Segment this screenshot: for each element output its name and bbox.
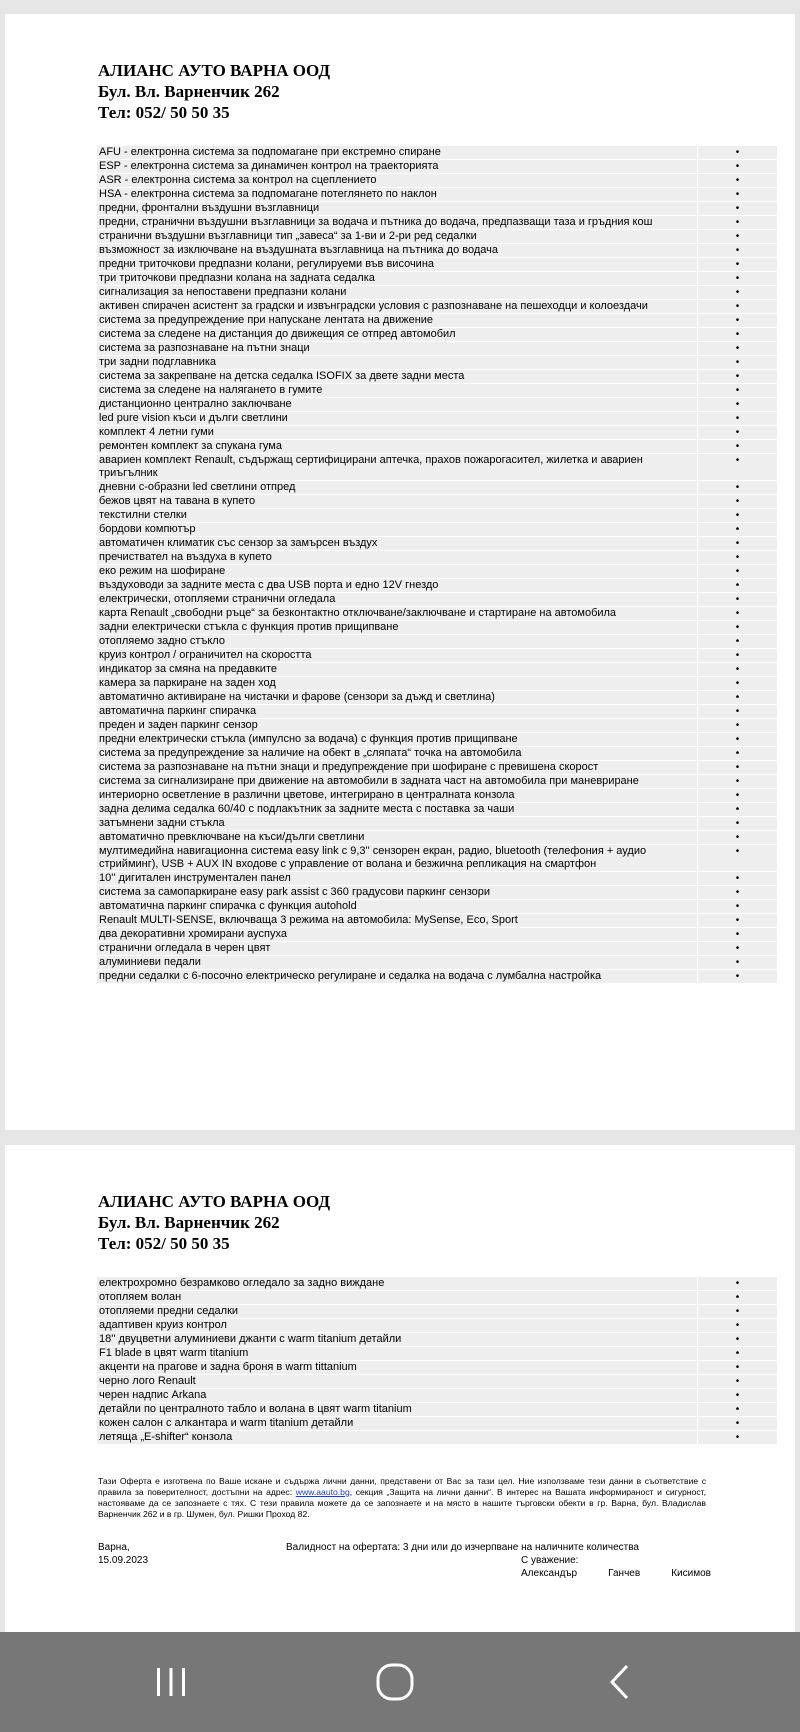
feature-description: мултимедийна навигационна система easy link с 9,3'' сензорен екран, радио, bluetooth (телефония + аудио стрийминг), USB + AUX IN входове с управление от волана и безжична репликация на смартфон [97,845,698,872]
back-icon [600,1662,640,1702]
feature-included-bullet: • [698,328,778,342]
feature-description: въздуховоди за задните места с два USB порта и едно 12V гнездо [97,579,698,593]
offer-validity: Валидност на офертата: 3 дни или до изчерпване на наличните количества [286,1542,639,1553]
feature-description: черен надпис Arkana [97,1389,698,1403]
disclaimer-text: Тази Оферта е изготвена по Ваше искане и съдържа лични данни, представени от Вас за тази цел. Ние използваме тези данни в съответствие с правила за поверителност, достъпни на адрес: [98,1476,706,1497]
feature-row [97,230,777,244]
feature-description: автоматична паркинг спирачка с функция autohold [97,900,698,914]
feature-description: система за предупреждение за наличие на обект в „сляпата“ точка на автомобила [97,747,698,761]
feature-description: AFU - електронна система за подпомагане при екстремно спиране [97,146,698,160]
features-table [97,146,777,984]
feature-description: интериорно осветление в различни цветове, интегрирано в централната конзола [97,789,698,803]
feature-included-bullet: • [698,356,778,370]
feature-description: затъмнени задни стъкла [97,817,698,831]
feature-row [97,719,777,733]
feature-included-bullet: • [698,216,778,230]
feature-description: предни, странични въздушни възглавници за водача и пътника до водача, предпазващи таза и гръдния кош [97,216,698,230]
feature-row [97,426,777,440]
features-table [97,1277,777,1445]
feature-row [97,942,777,956]
signer-first-name: Александър [521,1568,578,1579]
feature-description: автоматичен климатик със сензор за замърсен въздух [97,537,698,551]
feature-description: ESP - електронна система за динамичен контрол на траекторията [97,160,698,174]
feature-description: задни електрически стъкла с функция против прищипване [97,621,698,635]
feature-description: три задни подглавника [97,356,698,370]
feature-description: система за следене на налягането в гумите [97,384,698,398]
feature-row [97,956,777,970]
feature-included-bullet: • [698,956,778,970]
feature-included-bullet: • [698,1389,778,1403]
feature-included-bullet: • [698,691,778,705]
feature-included-bullet: • [698,202,778,216]
feature-row [97,537,777,551]
feature-row [97,705,777,719]
feature-included-bullet: • [698,817,778,831]
feature-description: система за сигнализиране при движение на автомобили в задната част на автомобила при маневриране [97,775,698,789]
feature-included-bullet: • [698,1361,778,1375]
feature-row [97,1277,777,1291]
feature-row [97,412,777,426]
company-name: АЛИАНС АУТО ВАРНА ООД [98,1192,331,1211]
home-button[interactable] [335,1632,455,1732]
feature-description: предни седалки с 6-посочно електрическо регулиране и седалка на водача с лумбална настройка [97,970,698,984]
feature-included-bullet: • [698,831,778,845]
feature-row [97,551,777,565]
feature-description: детайли по централното табло и волана в цвят warm titanium [97,1403,698,1417]
feature-included-bullet: • [698,677,778,691]
feature-row [97,649,777,663]
feature-description: автоматична паркинг спирачка [97,705,698,719]
feature-row [97,831,777,845]
feature-included-bullet: • [698,845,778,872]
feature-included-bullet: • [698,314,778,328]
feature-row [97,1417,777,1431]
feature-included-bullet: • [698,1417,778,1431]
feature-included-bullet: • [698,1277,778,1291]
feature-row [97,216,777,230]
feature-included-bullet: • [698,398,778,412]
feature-included-bullet: • [698,537,778,551]
feature-included-bullet: • [698,775,778,789]
feature-row [97,607,777,621]
feature-included-bullet: • [698,370,778,384]
city: Варна, [98,1542,130,1553]
feature-description: възможност за изключване на въздушната възглавница на пътника до водача [97,244,698,258]
feature-included-bullet: • [698,621,778,635]
feature-row [97,384,777,398]
signers [521,1567,711,1580]
feature-included-bullet: • [698,188,778,202]
feature-row [97,174,777,188]
feature-row [97,495,777,509]
feature-row [97,1333,777,1347]
feature-description: електрически, отопляеми странични огледала [97,593,698,607]
feature-included-bullet: • [698,649,778,663]
feature-description: система за следене на дистанция до движещия се отпред автомобил [97,328,698,342]
feature-description: черно лого Renault [97,1375,698,1389]
feature-row [97,342,777,356]
feature-included-bullet: • [698,1305,778,1319]
feature-description: камера за паркиране на заден ход [97,677,698,691]
feature-row [97,565,777,579]
feature-description: комплект 4 летни гуми [97,426,698,440]
feature-description: адаптивен круиз контрол [97,1319,698,1333]
feature-included-bullet: • [698,1291,778,1305]
company-header [98,60,330,123]
feature-included-bullet: • [698,509,778,523]
feature-included-bullet: • [698,593,778,607]
feature-description: бордови компютър [97,523,698,537]
feature-description: акценти на прагове и задна броня в warm tittanium [97,1361,698,1375]
feature-row [97,677,777,691]
feature-row [97,747,777,761]
feature-row [97,1389,777,1403]
feature-description: система за разпознаване на пътни знаци и предупреждение при шофиране с превишена скорост [97,761,698,775]
feature-row [97,509,777,523]
feature-description: активен спирачен асистент за градски и извънградски условия с разпознаване на пешеходци и колоездачи [97,300,698,314]
feature-row [97,886,777,900]
place-date [98,1541,148,1567]
feature-row [97,900,777,914]
feature-description: бежов цвят на тавана в купето [97,495,698,509]
feature-included-bullet: • [698,914,778,928]
feature-included-bullet: • [698,1319,778,1333]
feature-included-bullet: • [698,635,778,649]
signer-surname-2: Кисимов [671,1568,711,1579]
feature-included-bullet: • [698,342,778,356]
feature-included-bullet: • [698,244,778,258]
feature-included-bullet: • [698,1347,778,1361]
offer-page-1 [5,14,795,1130]
feature-included-bullet: • [698,1333,778,1347]
feature-row [97,300,777,314]
company-address: Бул. Вл. Варненчик 262 [98,1213,280,1232]
feature-description: задна делима седалка 60/40 с подлакътник за задните места с поставка за чаши [97,803,698,817]
feature-description: индикатор за смяна на предавките [97,663,698,677]
back-button[interactable] [560,1632,680,1732]
regards: С уважение: [521,1555,579,1566]
feature-row [97,1375,777,1389]
feature-included-bullet: • [698,970,778,984]
android-navigation-bar [0,1632,800,1732]
signer-surname-1: Ганчев [608,1568,641,1579]
feature-included-bullet: • [698,928,778,942]
disclaimer-text: , секция „Защита на лични данни“. В интерес на Вашата информираност и сигурност, настояваме да се запознаете с тях. С тези правила можете да се запознаете и на място в нашите търговски обекти в гр. Варна, бул. Владислав Варненчик 262 и в гр. Шумен, бул. Ришки Проход 82. [98,1487,706,1519]
feature-description: алуминиеви педали [97,956,698,970]
feature-included-bullet: • [698,872,778,886]
feature-row [97,202,777,216]
feature-row [97,789,777,803]
feature-description: преден и заден паркинг сензор [97,719,698,733]
feature-row [97,1403,777,1417]
feature-description: ASR - електронна система за контрол на сцеплението [97,174,698,188]
feature-included-bullet: • [698,886,778,900]
feature-row [97,691,777,705]
feature-row [97,1305,777,1319]
feature-included-bullet: • [698,1431,778,1445]
feature-included-bullet: • [698,705,778,719]
feature-row [97,663,777,677]
feature-included-bullet: • [698,454,778,481]
feature-row [97,817,777,831]
feature-row [97,1361,777,1375]
home-icon [373,1660,417,1704]
feature-row [97,356,777,370]
feature-description: 18'' двуцветни алуминиеви джанти с warm titanium детайли [97,1333,698,1347]
feature-description: дневни с-образни led светлини отпред [97,481,698,495]
feature-description: пречиствател на въздуха в купето [97,551,698,565]
feature-included-bullet: • [698,174,778,188]
company-phone: Тел: 052/ 50 50 35 [98,103,230,122]
offer-page-2 [5,1145,795,1632]
feature-included-bullet: • [698,160,778,174]
feature-description: автоматично превключване на къси/дълги светлини [97,831,698,845]
privacy-disclaimer [98,1476,706,1520]
feature-description: отопляеми предни седалки [97,1305,698,1319]
feature-row [97,146,777,160]
feature-description: предни електрически стъкла (импулсно за водача) с функция против прищипване [97,733,698,747]
feature-row [97,803,777,817]
feature-included-bullet: • [698,440,778,454]
feature-description: автоматично активиране на чистачки и фарове (сензори за дъжд и светлина) [97,691,698,705]
feature-included-bullet: • [698,230,778,244]
feature-row [97,272,777,286]
feature-description: система за предупреждение при напускане лентата на движение [97,314,698,328]
feature-description: отопляемо задно стъкло [97,635,698,649]
feature-description: система за самопаркиране easy park assist с 360 градусови паркинг сензори [97,886,698,900]
feature-description: летяща „E-shifter“ конзола [97,1431,698,1445]
feature-description: еко режим на шофиране [97,565,698,579]
feature-description: ремонтен комплект за спукана гума [97,440,698,454]
feature-row [97,286,777,300]
feature-description: круиз контрол / ограничител на скоростта [97,649,698,663]
feature-row [97,1347,777,1361]
feature-description: предни, фронтални въздушни възглавници [97,202,698,216]
feature-included-bullet: • [698,286,778,300]
feature-description: текстилни стелки [97,509,698,523]
feature-row [97,244,777,258]
feature-row [97,258,777,272]
feature-description: кожен салон с алкантара и warm titanium детайли [97,1417,698,1431]
feature-row [97,370,777,384]
feature-included-bullet: • [698,1403,778,1417]
feature-row [97,454,777,481]
feature-included-bullet: • [698,258,778,272]
feature-row [97,523,777,537]
feature-row [97,481,777,495]
feature-included-bullet: • [698,481,778,495]
feature-included-bullet: • [698,426,778,440]
feature-row [97,1319,777,1333]
feature-row [97,928,777,942]
feature-row [97,188,777,202]
feature-description: сигнализация за непоставени предпазни колани [97,286,698,300]
feature-row [97,593,777,607]
feature-description: F1 blade в цвят warm titanium [97,1347,698,1361]
feature-description: електрохромно безрамково огледало за задно виждане [97,1277,698,1291]
feature-row [97,579,777,593]
feature-row [97,440,777,454]
feature-included-bullet: • [698,803,778,817]
feature-included-bullet: • [698,146,778,160]
feature-description: led pure vision къси и дълги светлини [97,412,698,426]
feature-row [97,775,777,789]
feature-row [97,621,777,635]
feature-included-bullet: • [698,789,778,803]
feature-included-bullet: • [698,412,778,426]
feature-included-bullet: • [698,942,778,956]
feature-included-bullet: • [698,761,778,775]
feature-row [97,314,777,328]
recent-apps-icon [151,1662,191,1702]
feature-row [97,872,777,886]
feature-row [97,160,777,174]
feature-included-bullet: • [698,747,778,761]
feature-description: три триточкови предпазни колана на задната седалка [97,272,698,286]
recent-apps-button[interactable] [111,1632,231,1732]
company-header [98,1191,330,1254]
feature-included-bullet: • [698,551,778,565]
feature-description: HSA - електронна система за подпомагане потеглянето по наклон [97,188,698,202]
feature-description: система за закрепване на детска седалка ISOFIX за двете задни места [97,370,698,384]
feature-included-bullet: • [698,579,778,593]
feature-row [97,733,777,747]
website-link[interactable]: www.aauto.bg [295,1487,350,1497]
feature-description: карта Renault „свободни ръце“ за безконтактно отключване/заключване и стартиране на автомобила [97,607,698,621]
feature-included-bullet: • [698,495,778,509]
company-name: АЛИАНС АУТО ВАРНА ООД [98,61,331,80]
feature-description: странични въздушни възглавници тип „завеса“ за 1-ви и 2-ри ред седалки [97,230,698,244]
feature-row [97,398,777,412]
feature-row [97,1291,777,1305]
feature-included-bullet: • [698,523,778,537]
feature-description: предни триточкови предпазни колани, регулируеми във височина [97,258,698,272]
feature-row [97,970,777,984]
company-phone: Тел: 052/ 50 50 35 [98,1234,230,1253]
offer-date: 15.09.2023 [98,1555,149,1566]
feature-row [97,635,777,649]
feature-description: отопляем волан [97,1291,698,1305]
feature-row [97,761,777,775]
feature-description: странични огледала в черен цвят [97,942,698,956]
feature-included-bullet: • [698,565,778,579]
feature-description: авариен комплект Renault, съдържащ сертифицирани аптечка, прахов пожарогасител, жилетка и авариен триъгълник [97,454,698,481]
feature-row [97,1431,777,1445]
feature-included-bullet: • [698,272,778,286]
feature-included-bullet: • [698,384,778,398]
feature-row [97,845,777,872]
feature-included-bullet: • [698,300,778,314]
feature-description: два декоративни хромирани ауспуха [97,928,698,942]
feature-description: Renault MULTI-SENSE, включваща 3 режима на автомобила: MySense, Eco, Sport [97,914,698,928]
feature-description: система за разпознаване на пътни знаци [97,342,698,356]
feature-included-bullet: • [698,719,778,733]
feature-description: дистанционно централно заключване [97,398,698,412]
feature-row [97,328,777,342]
feature-row [97,914,777,928]
feature-included-bullet: • [698,663,778,677]
feature-included-bullet: • [698,607,778,621]
feature-included-bullet: • [698,1375,778,1389]
feature-description: 10'' дигитален инструментален панел [97,872,698,886]
feature-included-bullet: • [698,900,778,914]
feature-included-bullet: • [698,733,778,747]
company-address: Бул. Вл. Варненчик 262 [98,82,280,101]
